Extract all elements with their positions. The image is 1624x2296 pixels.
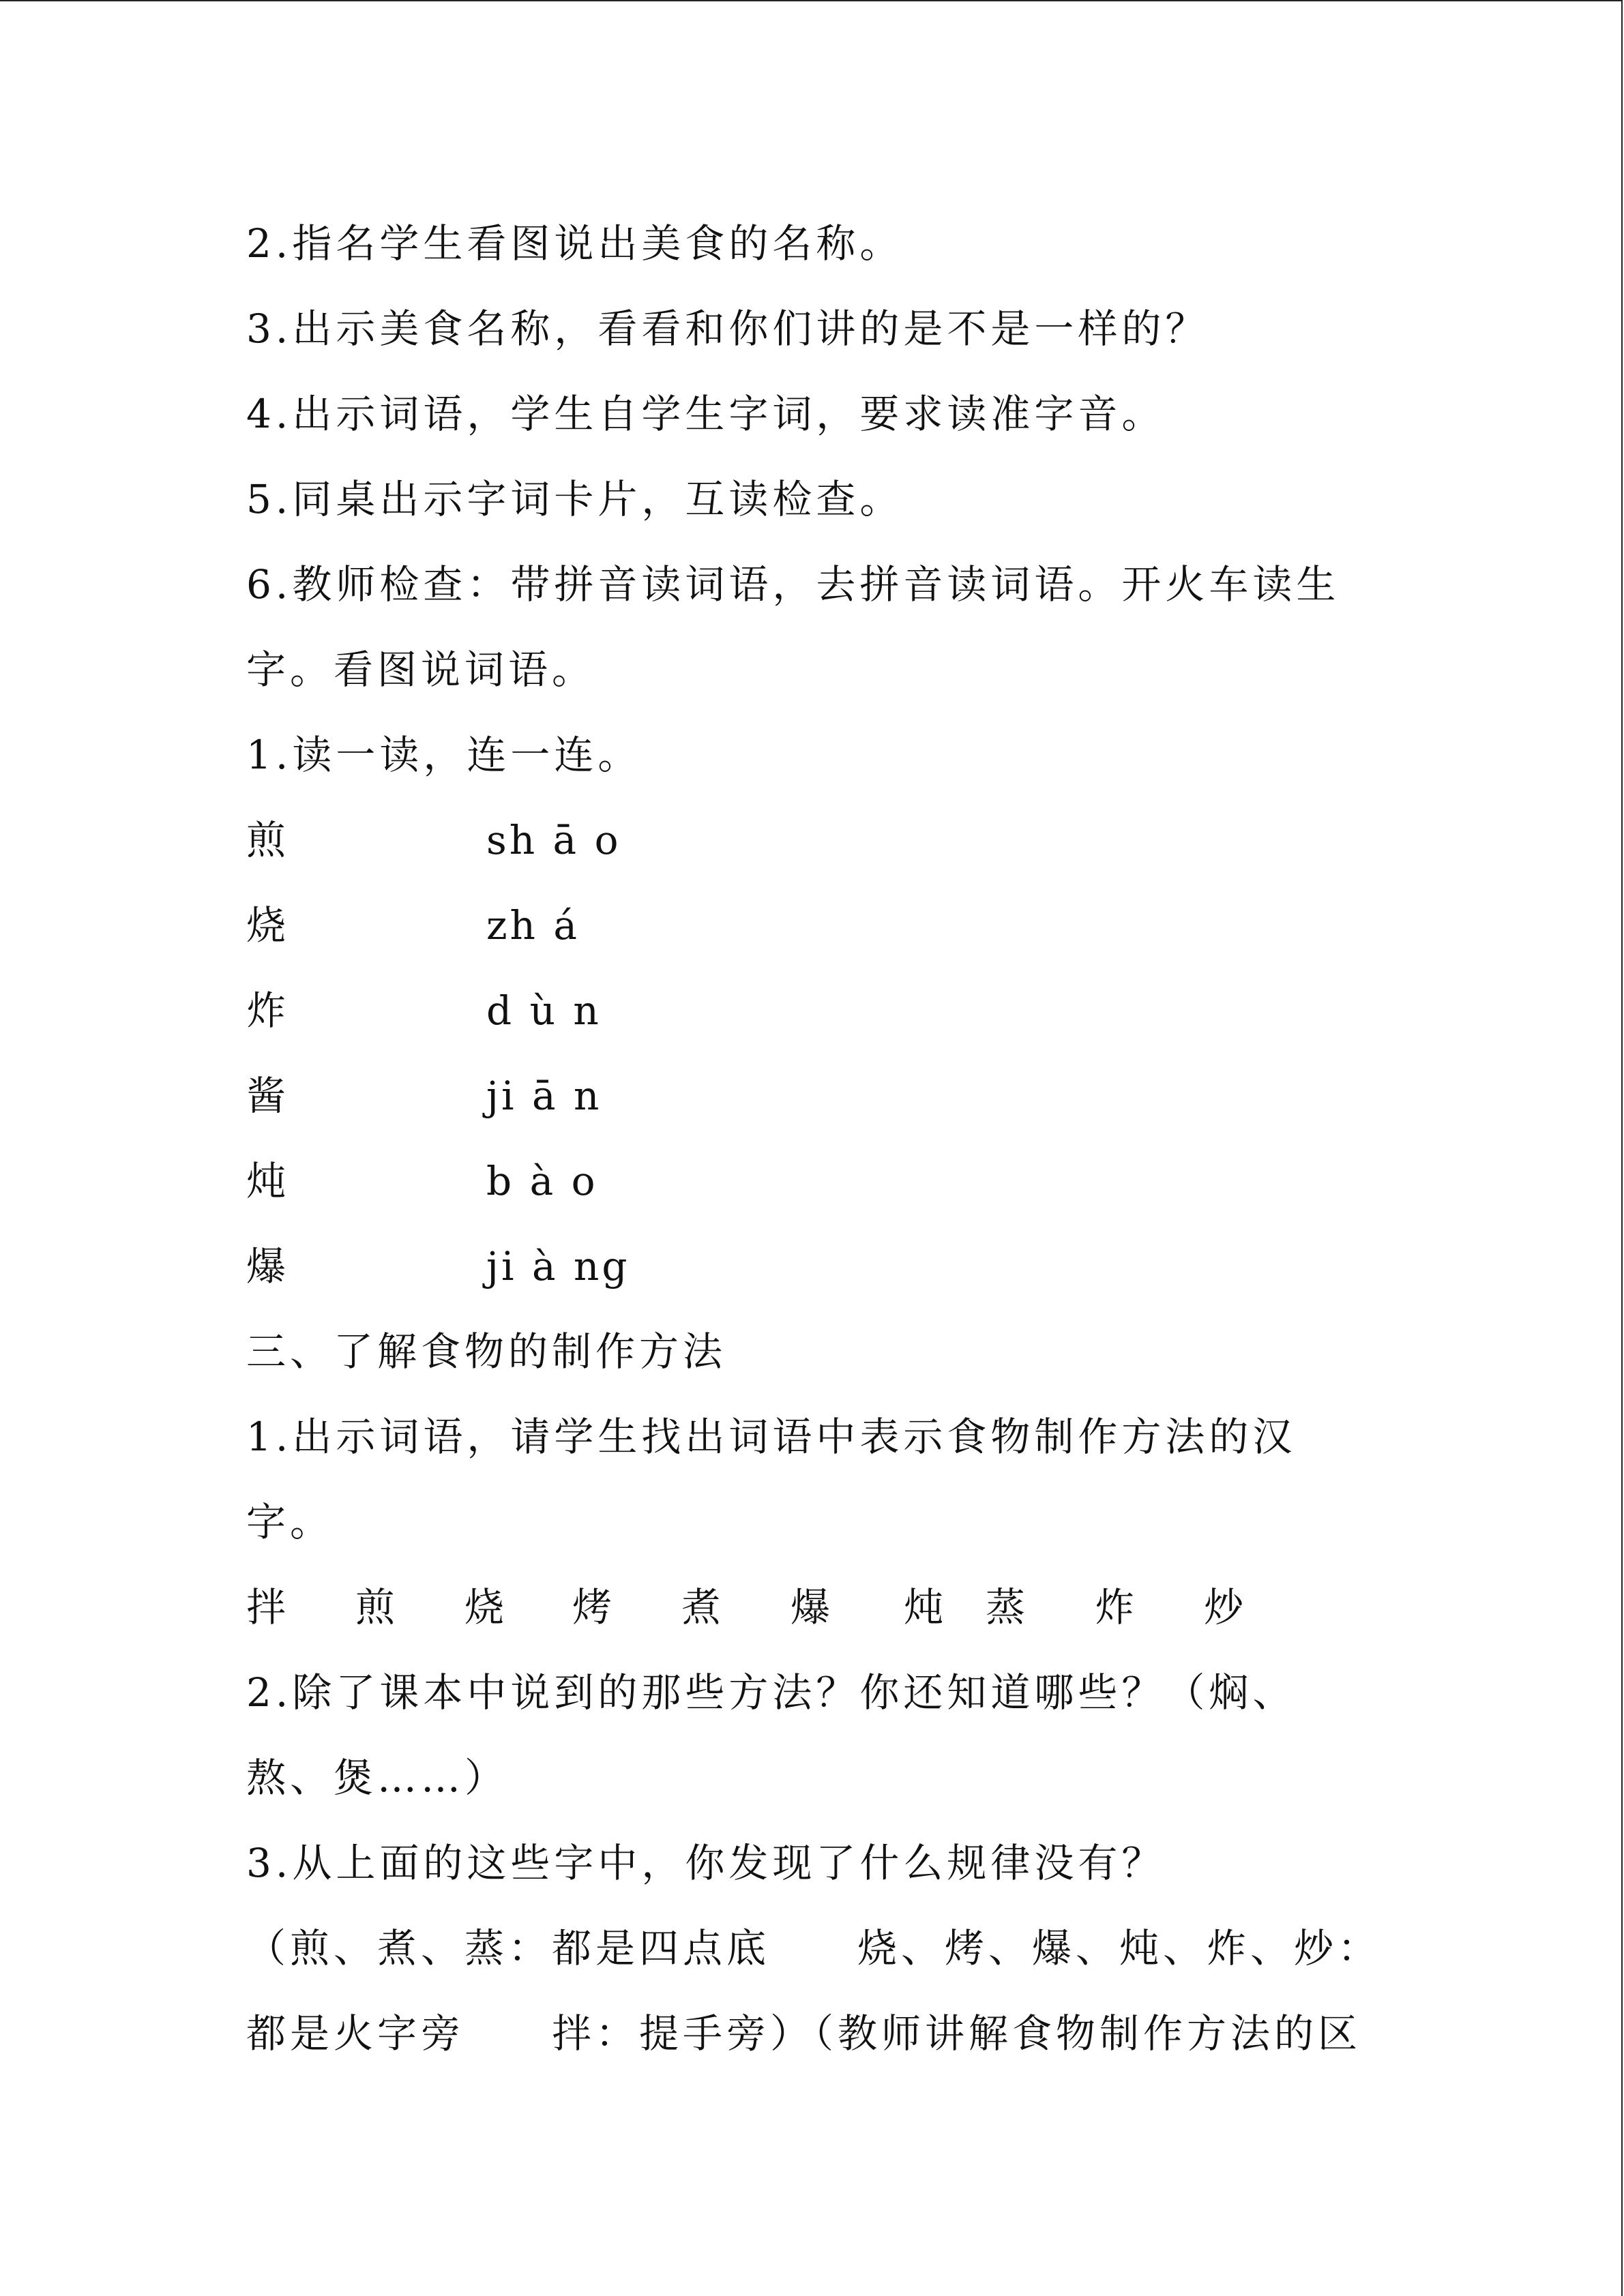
paragraph-line: 1.出示词语，请学生找出词语中表示食物制作方法的汉 (246, 1414, 1297, 1460)
paragraph-line: 熬、煲……） (246, 1755, 509, 1801)
method-char: 煎 (355, 1584, 400, 1630)
match-pair (246, 1054, 1406, 1139)
method-char: 炖 (904, 1584, 948, 1630)
match-hanzi: 炸 (246, 987, 291, 1034)
section-heading: 三、了解食物的制作方法 (246, 1328, 727, 1375)
paragraph-line: 4.出示词语，学生自学生字词，要求读准字音。 (246, 391, 1166, 437)
match-pinyin: b à o (486, 1158, 598, 1204)
paragraph-line: 2.除了课本中说到的那些方法？你还知道哪些？（焖、 (246, 1669, 1297, 1716)
paragraph-line: （煎、煮、蒸：都是四点底 烧、烤、爆、炖、炸、炒： (246, 1925, 1382, 1971)
paragraph-line: 2.指名学生看图说出美食的名称。 (246, 220, 904, 267)
match-hanzi: 酱 (246, 1073, 291, 1119)
document-body (246, 201, 1406, 2076)
paragraph-line: 3.从上面的这些字中，你发现了什么规律没有？ (246, 1840, 1166, 1886)
paragraph-line: 字。看图说词语。 (246, 646, 596, 693)
method-char: 爆 (791, 1584, 835, 1630)
method-char: 炸 (1095, 1584, 1139, 1630)
method-char: 烤 (572, 1584, 617, 1630)
method-char: 炒 (1204, 1584, 1248, 1630)
paragraph-line: 都是火字旁 拌：提手旁）（教师讲解食物制作方法的区 (246, 2010, 1362, 2057)
match-pair (246, 883, 1406, 968)
match-pair (246, 1139, 1406, 1224)
match-pair (246, 968, 1406, 1054)
match-pinyin: zh á (486, 902, 580, 949)
paragraph-line: 1.读一读，连一连。 (246, 732, 642, 778)
method-char: 蒸 (986, 1584, 1030, 1630)
match-pinyin: d ù n (486, 987, 602, 1034)
paragraph-line: 3.出示美食名称，看看和你们讲的是不是一样的？ (246, 305, 1209, 352)
match-pair (246, 1224, 1406, 1309)
match-hanzi: 烧 (246, 902, 291, 949)
match-pair (246, 798, 1406, 883)
match-hanzi: 炖 (246, 1158, 291, 1204)
match-hanzi: 煎 (246, 817, 291, 863)
paragraph-line: 字。 (246, 1499, 334, 1545)
paragraph-line: 6.教师检查：带拼音读词语，去拼音读词语。开火车读生 (246, 561, 1340, 608)
method-char: 拌 (246, 1584, 291, 1630)
match-pinyin: sh ā o (486, 817, 621, 863)
cooking-methods-row (246, 1565, 1406, 1650)
method-char: 煮 (681, 1584, 726, 1630)
match-pinyin: ji à ng (486, 1243, 630, 1289)
paragraph-line: 5.同桌出示字词卡片，互读检查。 (246, 476, 904, 522)
method-char: 烧 (464, 1584, 509, 1630)
match-hanzi: 爆 (246, 1243, 291, 1289)
match-pinyin: ji ā n (486, 1073, 602, 1119)
